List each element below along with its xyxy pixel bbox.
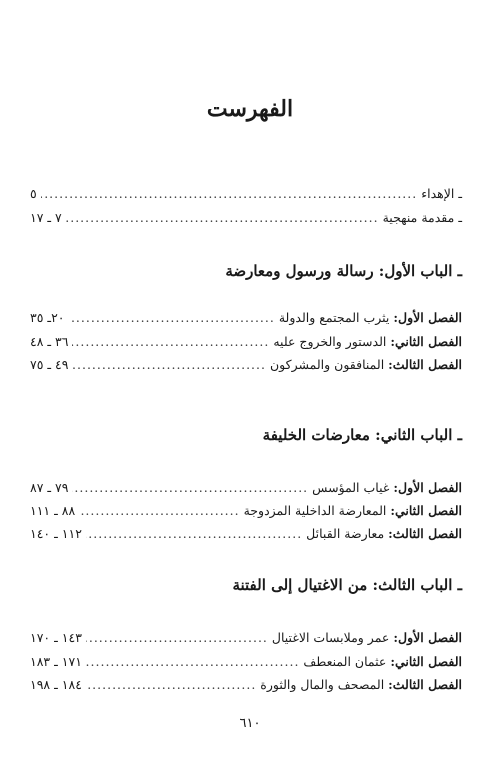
toc-chapter bbox=[30, 480, 462, 502]
chapter-pages: ٣٦ ـ ٤٨ bbox=[30, 334, 69, 349]
dot-leader bbox=[86, 526, 302, 541]
chapter-title: المنافقون والمشركون bbox=[269, 357, 385, 372]
dot-leader bbox=[72, 334, 269, 349]
part-heading-3: ـ الباب الثالث: من الاغتيال إلى الفتنة bbox=[232, 576, 462, 594]
toc-chapter bbox=[30, 677, 462, 699]
chapter-label: الفصل الثالث: bbox=[388, 526, 462, 541]
chapter-title: غياب المؤسس bbox=[312, 480, 390, 495]
chapter-label: الفصل الأول: bbox=[393, 480, 462, 495]
chapter-label: الفصل الثاني: bbox=[390, 654, 462, 669]
dot-leader bbox=[41, 186, 418, 201]
chapter-label: الفصل الثالث: bbox=[388, 677, 462, 692]
chapter-pages: ١٨٤ ـ ١٩٨ bbox=[30, 677, 82, 692]
entry-text: مقدمة منهجية bbox=[382, 210, 455, 225]
toc-chapter bbox=[30, 357, 462, 379]
chapter-pages: ٨٨ ـ ١١١ bbox=[30, 503, 76, 518]
entry-pages: ٧ ـ ١٧ bbox=[30, 210, 62, 225]
toc-chapter bbox=[30, 654, 462, 676]
toc-entry-methodology bbox=[30, 210, 462, 232]
dot-leader bbox=[79, 503, 239, 518]
chapter-title: المصحف والمال والثورة bbox=[260, 677, 385, 692]
dot-leader bbox=[72, 480, 308, 495]
part-heading-1: ـ الباب الأول: رسالة ورسول ومعارضة bbox=[225, 262, 462, 280]
entry-text: الإهداء bbox=[421, 186, 455, 201]
chapter-title: يثرب المجتمع والدولة bbox=[278, 310, 390, 325]
dot-leader bbox=[86, 654, 300, 669]
chapter-pages: ١٤٣ ـ ١٧٠ bbox=[30, 630, 82, 645]
chapter-pages: ١١٢ ـ ١٤٠ bbox=[30, 526, 82, 541]
dot-leader bbox=[69, 310, 275, 325]
toc-chapter bbox=[30, 310, 462, 332]
dot-leader bbox=[86, 677, 256, 692]
dot-leader bbox=[86, 630, 268, 645]
chapter-label: الفصل الثاني: bbox=[390, 334, 462, 349]
page-title: الفهرست bbox=[206, 96, 294, 122]
dot-leader bbox=[72, 357, 266, 372]
dot-leader bbox=[66, 210, 379, 225]
chapter-title: المعارضة الداخلية المزدوجة bbox=[243, 503, 387, 518]
page-number: ٦١٠ bbox=[239, 716, 261, 731]
toc-chapter bbox=[30, 503, 462, 525]
chapter-label: الفصل الأول: bbox=[393, 630, 462, 645]
chapter-title: عثمان المنعطف bbox=[303, 654, 387, 669]
toc-chapter bbox=[30, 526, 462, 548]
entry-pages: ٥ bbox=[30, 186, 37, 201]
chapter-pages: ٢٠ـ ٣٥ bbox=[30, 310, 65, 325]
chapter-label: الفصل الثاني: bbox=[390, 503, 462, 518]
chapter-pages: ١٧١ ـ ١٨٣ bbox=[30, 654, 82, 669]
toc-chapter bbox=[30, 630, 462, 652]
chapter-label: الفصل الثالث: bbox=[388, 357, 462, 372]
chapter-title: معارضة القبائل bbox=[306, 526, 385, 541]
chapter-pages: ٤٩ ـ ٧٥ bbox=[30, 357, 69, 372]
chapter-pages: ٧٩ ـ ٨٧ bbox=[30, 480, 69, 495]
entry-dash: ـ bbox=[458, 186, 462, 201]
toc-entry-dedication bbox=[30, 186, 462, 208]
chapter-title: الدستور والخروج عليه bbox=[273, 334, 387, 349]
part-heading-2: ـ الباب الثاني: معارضات الخليفة bbox=[262, 426, 462, 444]
chapter-label: الفصل الأول: bbox=[393, 310, 462, 325]
entry-dash: ـ bbox=[458, 210, 462, 225]
toc-chapter bbox=[30, 334, 462, 356]
chapter-title: عمر وملابسات الاغتيال bbox=[271, 630, 390, 645]
